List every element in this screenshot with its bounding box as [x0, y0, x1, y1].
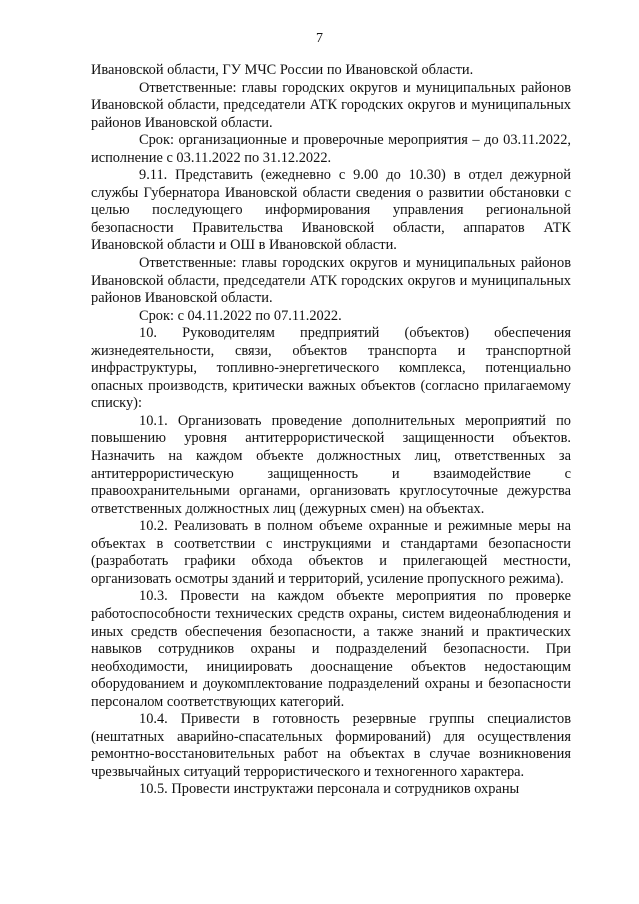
paragraph: Ответственные: главы городских округов и муниципальных районов Ивановской области, председатели АТК городских округов и муниципальных районов Ивановской области.: [91, 255, 571, 307]
paragraph: 10.3. Провести на каждом объекте мероприятия по проверке работоспособности технических средств охраны, систем видеонаблюдения и иных средств обеспечения безопасности, а также знаний и практических навыков сотрудников охраны и подразделений безопасности. При необходимости, инициировать дооснащение объектов недостающим оборудованием и доукомплектование подразделений охраны и безопасности персоналом соответствующих категорий.: [91, 588, 571, 710]
paragraph: 10. Руководителям предприятий (объектов) обеспечения жизнедеятельности, связи, объектов транспорта и транспортной инфраструктуры, топливно-энергетического комплекса, потенциально опасных производств, критически важных объектов (согласно прилагаемому списку):: [91, 325, 571, 412]
paragraph: 10.5. Провести инструктажи персонала и сотрудников охраны: [139, 781, 520, 798]
paragraph: Ивановской области, ГУ МЧС России по Ивановской области.: [91, 62, 474, 78]
paragraph: 10.1. Организовать проведение дополнительных мероприятий по повышению уровня антитеррористической защищенности объектов. Назначить на каждом объекте должностных лиц, ответственных за антитеррористическую защищенность и взаимодействие с правоохранительными органами, организовать круглосуточные дежурства ответственных должностных лиц (дежурных смен) на объектах.: [91, 412, 571, 517]
paragraph: Срок: с 04.11.2022 по 07.11.2022.: [139, 307, 342, 324]
document-body: [91, 62, 571, 799]
page-number: 7: [316, 31, 323, 46]
paragraph: 10.2. Реализовать в полном объеме охранные и режимные меры на объектах в соответствии с инструкциями и стандартами безопасности (разработать графики обхода объектов и прилегающей местности, организовать осмотры зданий и территорий, усиление пропускного режима).: [91, 518, 571, 587]
paragraph: Ответственные: главы городских округов и муниципальных районов Ивановской области, председатели АТК городских округов и муниципальных районов Ивановской области.: [91, 79, 571, 131]
paragraph: Срок: организационные и проверочные мероприятия – до 03.11.2022, исполнение с 03.11.2022 по 31.12.2022.: [91, 132, 571, 166]
paragraph: 9.11. Представить (ежедневно с 9.00 до 10.30) в отдел дежурной службы Губернатора Ивановской области сведения о развитии обстановки с целью последующего информирования управления региональной безопасности Правительства Ивановской области, аппаратов АТК Ивановской области и ОШ в Ивановской области.: [91, 167, 571, 254]
paragraph: 10.4. Привести в готовность резервные группы специалистов (нештатных аварийно-спасательных формирований) для осуществления ремонтно-восстановительных работ на объектах в случае возникновения чрезвычайных ситуаций террористического и техногенного характера.: [91, 711, 571, 780]
